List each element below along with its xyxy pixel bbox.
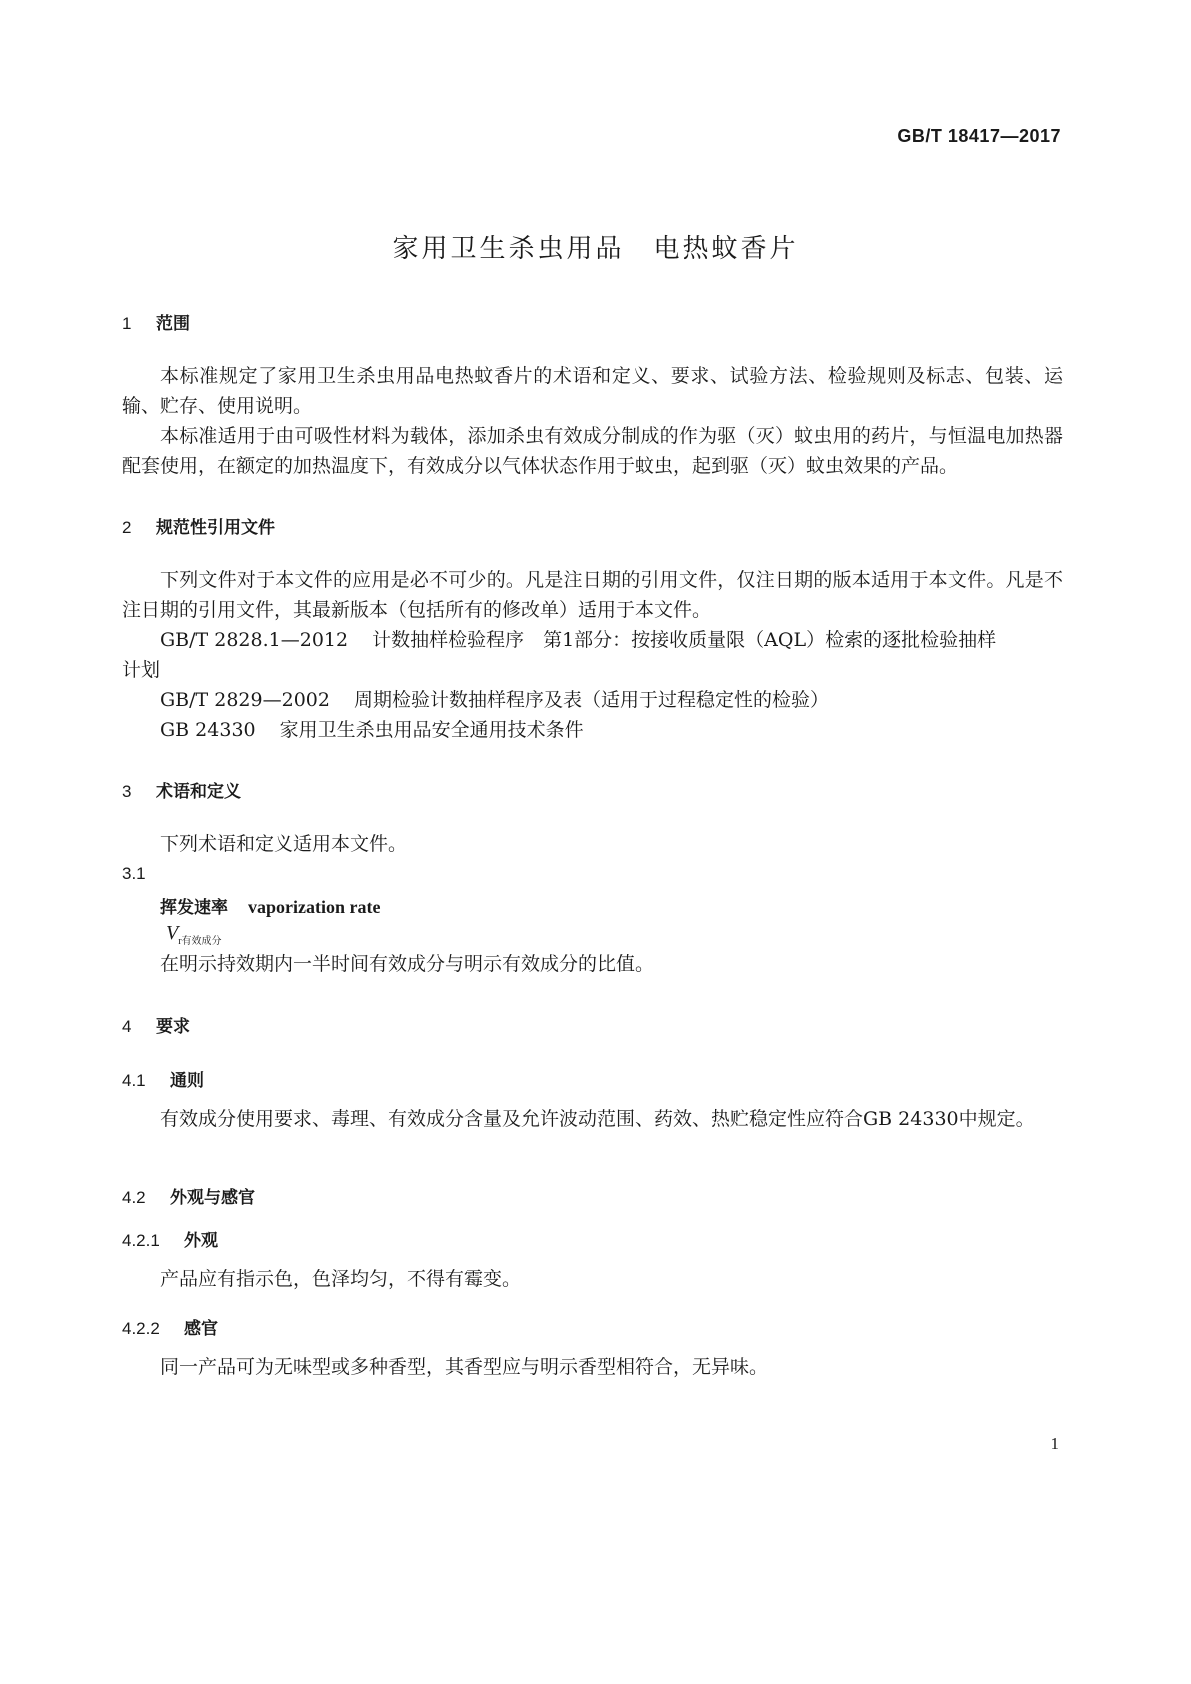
section-title: 要求 bbox=[156, 1017, 190, 1037]
section-title: 感官 bbox=[184, 1319, 218, 1339]
section-number: 1 bbox=[122, 314, 132, 333]
section-2-heading bbox=[122, 513, 275, 538]
section-number: 4.2.2 bbox=[122, 1319, 160, 1338]
reference-item bbox=[122, 715, 1063, 745]
section-4-heading bbox=[122, 1012, 190, 1037]
section-title: 范围 bbox=[156, 314, 190, 334]
reference-item-continuation: 计划 bbox=[122, 659, 161, 681]
section-2-paragraph-1: 下列文件对于本文件的应用是必不可少的。凡是注日期的引用文件，仅注日期的版本适用于本文件。凡是不注日期的引用文件，其最新版本（包括所有的修改单）适用于本文件。 bbox=[122, 569, 1063, 621]
section-3-heading bbox=[122, 777, 241, 802]
symbol-letter: V bbox=[166, 922, 179, 944]
section-1-paragraph-2: 本标准适用于由可吸性材料为载体，添加杀虫有效成分制成的作为驱（灭）蚊虫用的药片，与恒温电加热器配套使用，在额定的加热温度下，有效成分以气体状态作用于蚊虫，起到驱（灭）蚊虫效果的产品。 bbox=[122, 425, 1063, 477]
term-definition: 在明示持效期内一半时间有效成分与明示有效成分的比值。 bbox=[160, 953, 655, 975]
section-title: 规范性引用文件 bbox=[156, 518, 275, 538]
section-4-1-paragraph-1: 有效成分使用要求、毒理、有效成分含量及允许波动范围、药效、热贮稳定性应符合GB 24330中规定。 bbox=[160, 1108, 1035, 1130]
section-number: 2 bbox=[122, 518, 132, 537]
term-entry bbox=[160, 893, 380, 918]
section-4-1-heading bbox=[122, 1066, 204, 1091]
section-number: 4.1 bbox=[122, 1071, 146, 1090]
section-number: 4 bbox=[122, 1017, 132, 1036]
section-4-2-2-paragraph-1: 同一产品可为无味型或多种香型，其香型应与明示香型相符合，无异味。 bbox=[160, 1356, 769, 1378]
reference-title: 家用卫生杀虫用品安全通用技术条件 bbox=[279, 719, 584, 741]
section-title: 外观 bbox=[184, 1231, 218, 1251]
section-number: 4.2 bbox=[122, 1188, 146, 1207]
reference-code: GB 24330 bbox=[160, 719, 256, 741]
section-title: 通则 bbox=[170, 1071, 204, 1091]
standard-code: GB/T 18417—2017 bbox=[897, 126, 1061, 146]
section-1-heading bbox=[122, 309, 190, 334]
term-number: 3.1 bbox=[122, 864, 146, 883]
section-4-2-2-heading bbox=[122, 1314, 218, 1339]
symbol-subscript: r有效成分 bbox=[178, 936, 222, 947]
section-number: 4.2.1 bbox=[122, 1231, 160, 1250]
section-title: 外观与感官 bbox=[170, 1188, 255, 1208]
reference-title: 周期检验计数抽样程序及表（适用于过程稳定性的检验） bbox=[353, 689, 829, 711]
reference-item bbox=[122, 685, 1063, 715]
term-symbol bbox=[166, 922, 222, 947]
section-4-2-heading bbox=[122, 1183, 255, 1208]
reference-code: GB/T 2828.1—2012 bbox=[160, 629, 349, 651]
reference-title: 计数抽样检验程序 第1部分：按接收质量限（AQL）检索的逐批检验抽样 bbox=[372, 629, 997, 651]
reference-item bbox=[122, 625, 1063, 655]
page-number: 1 bbox=[1050, 1434, 1059, 1453]
section-4-2-1-heading bbox=[122, 1226, 218, 1251]
section-title: 术语和定义 bbox=[156, 782, 241, 802]
term-chinese: 挥发速率 bbox=[160, 898, 228, 918]
section-4-2-1-paragraph-1: 产品应有指示色，色泽均匀，不得有霉变。 bbox=[160, 1268, 522, 1290]
document-title: 家用卫生杀虫用品 电热蚊香片 bbox=[392, 234, 799, 264]
section-number: 3 bbox=[122, 782, 132, 801]
section-1-paragraph-1: 本标准规定了家用卫生杀虫用品电热蚊香片的术语和定义、要求、试验方法、检验规则及标志、包装、运输、贮存、使用说明。 bbox=[122, 365, 1063, 417]
section-3-paragraph-1: 下列术语和定义适用本文件。 bbox=[160, 833, 408, 855]
term-english: vaporization rate bbox=[248, 897, 381, 917]
reference-code: GB/T 2829—2002 bbox=[160, 689, 330, 711]
